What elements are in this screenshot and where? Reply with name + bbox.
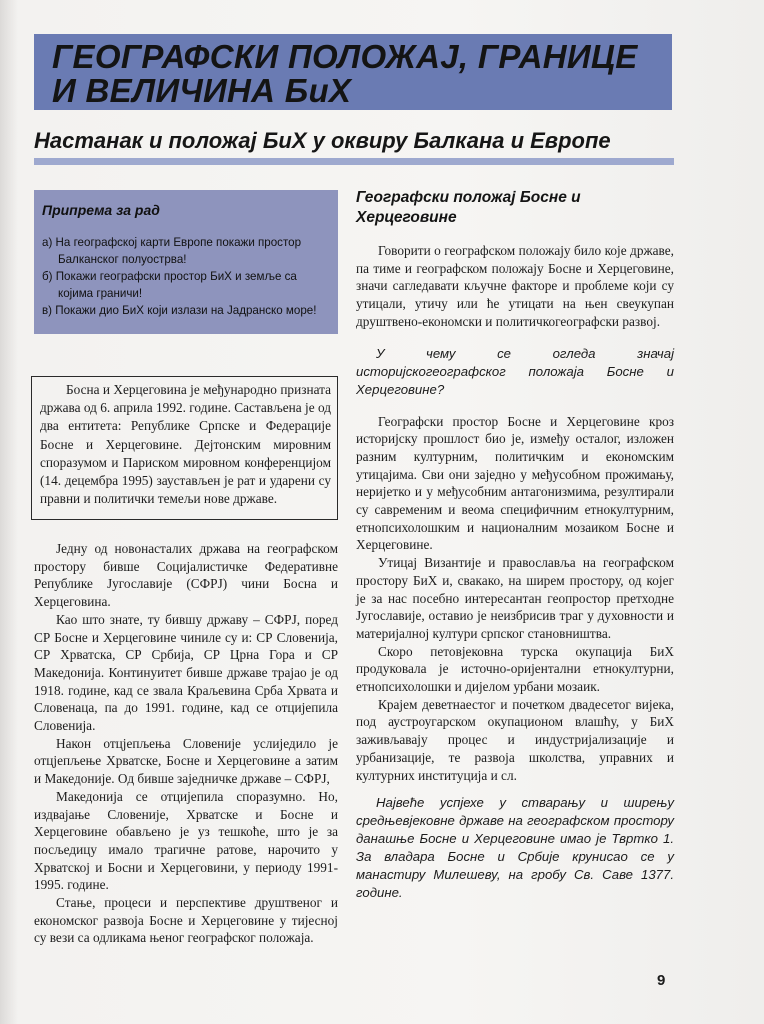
preparation-item: а) На географској карти Европе покажи простор Балканског полуострва! [42, 236, 302, 266]
body-paragraph: Скоро петовјековна турска окупација БиХ продуковала је источно-оријентални етнокултурни, етнопсихолошки и дијелом урбани мозаик. [356, 643, 674, 695]
chapter-title-line-1: ГЕОГРАФСКИ ПОЛОЖАЈ, ГРАНИЦЕ [52, 38, 638, 75]
body-paragraph: Након отцјепљења Словеније услиједило је отцјепљење Хрватске, Босне и Херцеговине а затим и Македоније. Од бивше заједничке државе – СФРЈ, [34, 735, 338, 787]
question-text: У чему се огледа значај историјскогеографског положаја Босне и Херцеговине? [356, 345, 674, 397]
preparation-list [42, 234, 334, 319]
body-paragraph: Једну од новонасталих држава на географском простору бивше Социјалистичке Федеративне Републике Југославије (СФРЈ) чини Босна и Херцеговина. [34, 541, 338, 610]
preparation-item: в) Покажи дио БиХ који излази на Јадранско море! [42, 304, 317, 317]
preparation-item: б) Покажи географски простор БиХ и земље са којима граничи! [42, 270, 297, 300]
framed-info-text: Босна и Херцеговина је међународно призната држава од 6. априла 1992. године. Састављена је од два ентитета: Републике Српске и Федерације Босне и Херцеговине. Дејтонским мировним споразумом и Париском мировном конференцијом (14. децембра 1995) заустављен је рат и ударени су правни и политички темељи нове државе. [40, 382, 331, 507]
body-paragraph: Утицај Византије и православља на географском простору БиХ и, свакако, на ширем простору, од којег је за нас посебно интересантан геопростор претходне Југославије, оставио је неизбрисив траг у духовности и материјалној култури српског становништва. [356, 555, 674, 641]
left-column [34, 540, 338, 947]
body-paragraph: Говорити о географском положају било које државе, па тиме и географском положају Босне и Херцеговине, значи сагледавати кључне факторе и проблеме који су утицали, утичу или ће утицати на њен свеукупан друштвено-економски и политичкогеографски развој. [356, 243, 674, 329]
chapter-title-band [34, 34, 672, 110]
body-paragraph: Географски простор Босне и Херцеговине кроз историјску прошлост био је, између осталог, изложен разним културним, политичким и економским утицајима. Сви они заједно у међусобном прожимању, неријетко и у међусобним антагонизмима, резултирали су савременим и веома специфичним етнокултурним, етнопсихолошким и националним мозаиком Босне и Херцеговине. [356, 413, 674, 553]
subtitle-rule [34, 158, 674, 165]
preparation-box [34, 190, 338, 334]
page-number: 9 [657, 972, 666, 989]
framed-info-box [31, 376, 338, 520]
right-column [356, 188, 674, 902]
right-section-heading: Географски положај Босне и Херцеговине [356, 189, 581, 226]
body-paragraph: Крајем деветнаестог и почетком двадесетог вијека, под аустроугарском окупационом влашћу, у БиХ заживљавају процес и индустријализације и урбанизације, те развоја школства, управних и културних институција и сл. [356, 696, 674, 783]
section-subtitle: Настанак и положај БиХ у оквиру Балкана и Европе [34, 128, 611, 153]
preparation-heading: Припрема за рад [42, 202, 160, 218]
body-paragraph: Македонија се отцијепила споразумно. Но, издвајање Словеније, Хрватске и Босне и Херцеговине обављено је уз тешкоће, што је за посљедицу имало трагичне ратове, нарочито у Хрватској и Босни и Херцеговини, у периоду 1991-1995. године. [34, 788, 338, 893]
chapter-title-line-2: И ВЕЛИЧИНА БиХ [52, 72, 352, 109]
body-paragraph: Као што знате, ту бившу државу – СФРЈ, поред СР Босне и Херцеговине чиниле су и: СР Словенија, СР Хрватска, СР Србија, СР Црна Гора и СР Македонија. Континуитет бивше државе трајао је од 1918. године, кад се звала Краљевина Срба Хрвата и Словенаца, па до 1991. године, кад се отцијепила Словенија. [34, 611, 338, 734]
body-paragraph: Стање, процеси и перспективе друштвеног и економског развоја Босне и Херцеговине у тијесној су вези са одликама њеног географског положаја. [34, 895, 338, 946]
closing-italic-paragraph: Највеће успјехе у стварању и ширењу средњевјековне државе на географском простору данашње Босне и Херцеговине имао је Твртко 1. За владара Босне и Србије крунисао се у манастиру Милешеву, на гробу Св. Саве 1377. године. [356, 795, 674, 901]
